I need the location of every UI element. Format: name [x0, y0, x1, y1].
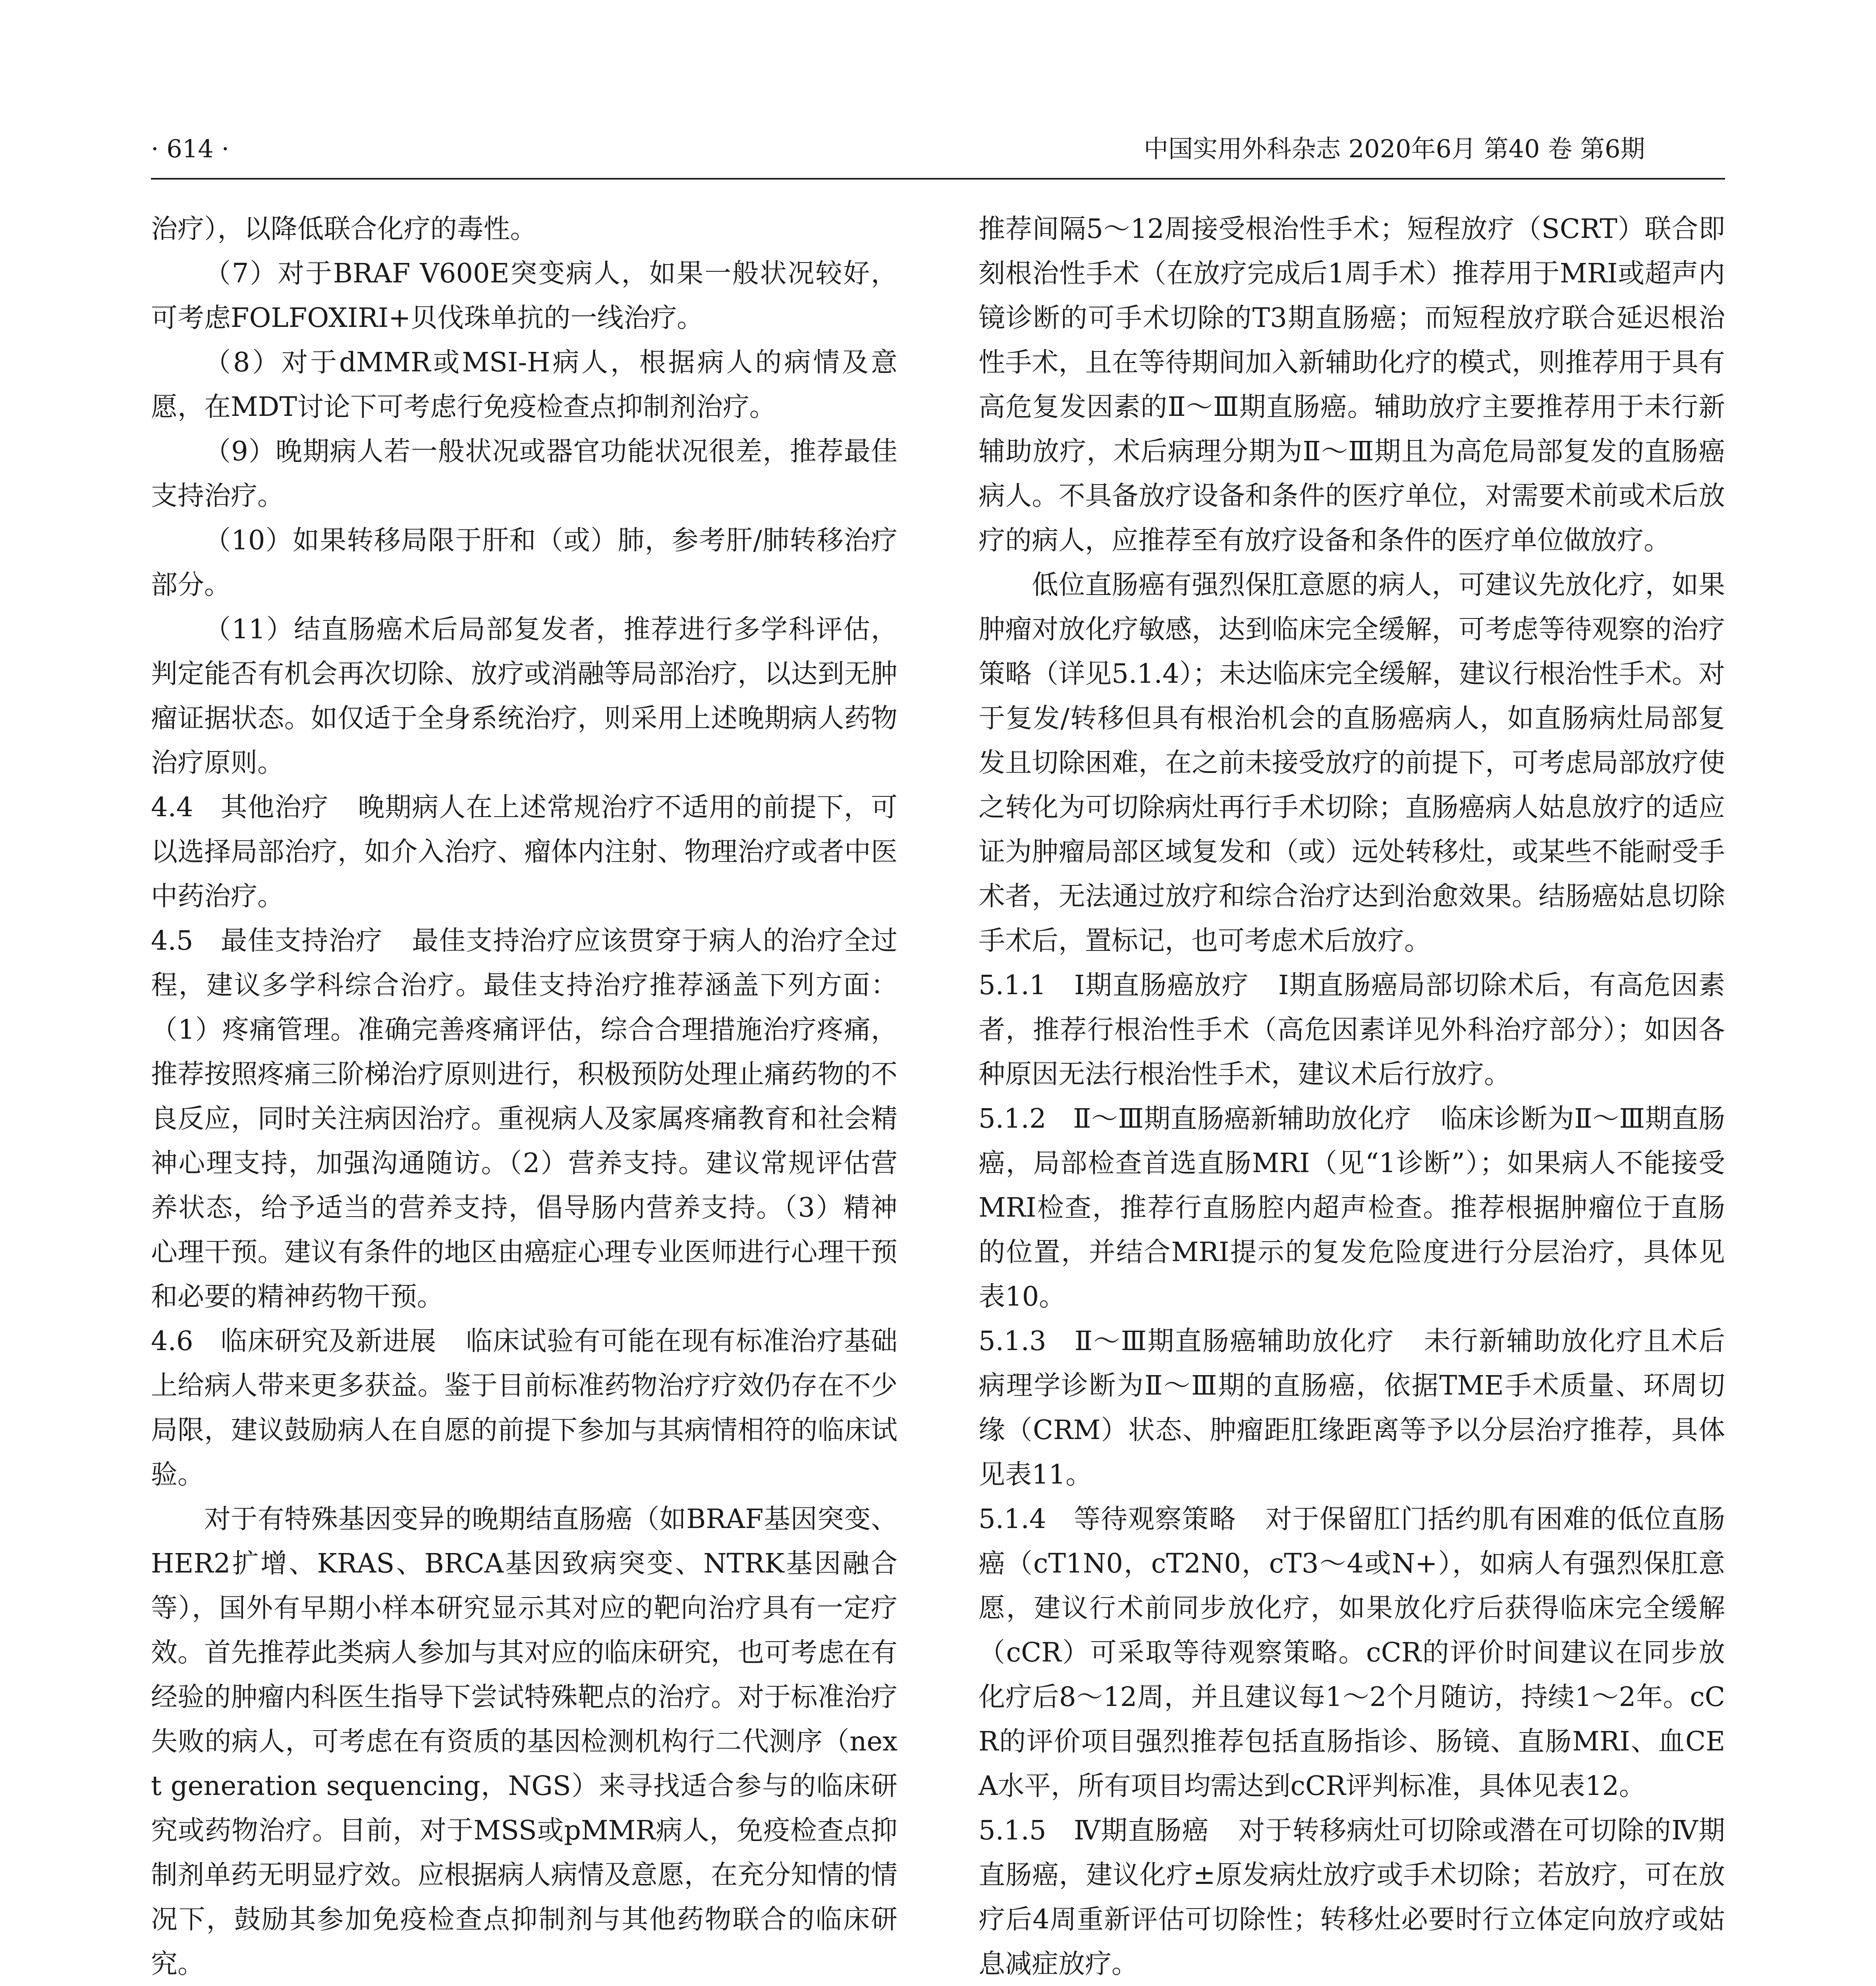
journal-header: 中国实用外科杂志 2020年6月 第40 卷 第6期 — [1144, 134, 1645, 163]
subsection-heading: 5.1.5 Ⅳ期直肠癌 — [979, 1815, 1209, 1846]
paragraph-text: 未行新辅助放化疗且术后病理学诊断为Ⅱ～Ⅲ期的直肠癌，依据TME手术质量、环周切缘（CRM）状态、肿瘤距肛缘距离等予以分层治疗推荐，具体见表11。 — [979, 1325, 1725, 1490]
paragraph: 治疗），以降低联合化疗的毒性。 — [151, 213, 537, 244]
paragraph: 对于有特殊基因变异的晚期结直肠癌（如BRAF基因突变、HER2扩增、KRAS、BRCA基因致病突变、NTRK基因融合等），国外有早期小样本研究显示其对应的靶向治疗具有一定疗效。首先推荐此类病人参加与其对应的临床研究，也可考虑在有经验的肿瘤内科医生指导下尝试特殊靶点的治疗。对于标准治疗失败的病人，可考虑在有资质的基因检测机构行二代测序（next generation sequencing，NGS）来寻找适合参与的临床研究或药物治疗。目前，对于MSS或pMMR病人，免疫检查点抑制剂单药无明显疗效。应根据病人病情及意愿，在充分知情的情况下，鼓励其参加免疫检查点抑制剂与其他药物联合的临床研究。 — [151, 1503, 897, 1979]
page-number: · 614 · — [151, 134, 230, 163]
paragraph: 推荐间隔5～12周接受根治性手术；短程放疗（SCRT）联合即刻根治性手术（在放疗完成后1周手术）推荐用于MRI或超声内镜诊断的可手术切除的T3期直肠癌；而短程放疗联合延迟根治性手术，且在等待期间加入新辅助化疗的模式，则推荐用于具有高危复发因素的Ⅱ～Ⅲ期直肠癌。辅助放疗主要推荐用于未行新辅助放疗，术后病理分期为Ⅱ～Ⅲ期且为高危局部复发的直肠癌病人。不具备放疗设备和条件的医疗单位，对需要术前或术后放疗的病人，应推荐至有放疗设备和条件的医疗单位做放疗。 — [979, 213, 1725, 556]
subsection-heading: 4.5 最佳支持治疗 — [151, 925, 383, 956]
subsection-heading: 4.4 其他治疗 — [151, 792, 329, 823]
subsection-paragraph — [979, 1096, 1725, 1319]
paragraph: 低位直肠癌有强烈保肛意愿的病人，可建议先放化疗，如果肿瘤对放化疗敏感，达到临床完全缓解，可考虑等待观察的治疗策略（详见5.1.4）；未达临床完全缓解，建议行根治性手术。对于复发/转移但具有根治机会的直肠癌病人，如直肠病灶局部复发且切除困难，在之前未接受放疗的前提下，可考虑局部放疗使之转化为可切除病灶再行手术切除；直肠癌病人姑息放疗的适应证为肿瘤局部区域复发和（或）远处转移灶，或某些不能耐受手术者，无法通过放疗和综合治疗达到治愈效果。结肠癌姑息切除手术后，置标记，也可考虑术后放疗。 — [979, 569, 1725, 956]
paragraph: （8）对于dMMR或MSI-H病人，根据病人的病情及意愿，在MDT讨论下可考虑行免疫检查点抑制剂治疗。 — [151, 347, 897, 422]
subsection-heading: 5.1.1 Ⅰ期直肠癌放疗 — [979, 970, 1249, 1001]
header-rule — [151, 178, 1725, 180]
subsection-heading: 5.1.3 Ⅱ～Ⅲ期直肠癌辅助放化疗 — [979, 1325, 1395, 1356]
subsection-heading: 4.6 临床研究及新进展 — [151, 1325, 437, 1356]
subsection-paragraph — [151, 785, 897, 918]
paragraph-text: 临床诊断为Ⅱ～Ⅲ期直肠癌，局部检查首选直肠MRI（见“1诊断”）；如果病人不能接受MRI检查，推荐行直肠腔内超声检查。推荐根据肿瘤位于直肠的位置，并结合MRI提示的复发危险度进行分层治疗，具体见表10。 — [979, 1103, 1725, 1312]
subsection-heading: 5.1.4 等待观察策略 — [979, 1503, 1236, 1534]
paragraph: （10）如果转移局限于肝和（或）肺，参考肝/肺转移治疗部分。 — [151, 525, 897, 600]
paragraph: （7）对于BRAF V600E突变病人，如果一般状况较好，可考虑FOLFOXIRI+贝伐珠单抗的一线治疗。 — [151, 258, 897, 333]
subsection-paragraph — [151, 1319, 897, 1497]
subsection-paragraph — [979, 1319, 1725, 1497]
paragraph-text: 临床试验有可能在现有标准治疗基础上给病人带来更多获益。鉴于目前标准药物治疗疗效仍存在不少局限，建议鼓励病人在自愿的前提下参加与其病情相符的临床试验。 — [151, 1325, 897, 1490]
paragraph-text: 对于保留肛门括约肌有困难的低位直肠癌（cT1N0，cT2N0，cT3～4或N+），如病人有强烈保肛意愿，建议行术前同步放化疗，如果放化疗后获得临床完全缓解（cCR）可采取等待观察策略。cCR的评价时间建议在同步放化疗后8～12周，并且建议每1～2个月随访，持续1～2年。cCR的评价项目强烈推荐包括直肠指诊、肠镜、直肠MRI、血CEA水平，所有项目均需达到cCR评判标准，具体见表12。 — [979, 1503, 1725, 1801]
paragraph-text: 对于转移病灶可切除或潜在可切除的Ⅳ期直肠癌，建议化疗±原发病灶放疗或手术切除；若放疗，可在放疗后4周重新评估可切除性；转移灶必要时行立体定向放疗或姑息减症放疗。 — [979, 1815, 1725, 1979]
left-column — [151, 207, 897, 1986]
paragraph-text: 晚期病人在上述常规治疗不适用的前提下，可以选择局部治疗，如介入治疗、瘤体内注射、物理治疗或者中医中药治疗。 — [151, 792, 897, 912]
subsection-paragraph — [151, 918, 897, 1319]
paragraph-text: Ⅰ期直肠癌局部切除术后，有高危因素者，推荐行根治性手术（高危因素详见外科治疗部分）；如因各种原因无法行根治性手术，建议术后行放疗。 — [979, 970, 1725, 1090]
subsection-paragraph — [979, 1808, 1725, 1986]
right-column — [979, 207, 1725, 1986]
paragraph: （11）结直肠癌术后局部复发者，推荐进行多学科评估，判定能否有机会再次切除、放疗或消融等局部治疗，以达到无肿瘤证据状态。如仅适于全身系统治疗，则采用上述晚期病人药物治疗原则。 — [151, 614, 897, 778]
paragraph-text: 最佳支持治疗应该贯穿于病人的治疗全过程，建议多学科综合治疗。最佳支持治疗推荐涵盖下列方面：（1）疼痛管理。准确完善疼痛评估，综合合理措施治疗疼痛，推荐按照疼痛三阶梯治疗原则进行，积极预防处理止痛药物的不良反应，同时关注病因治疗。重视病人及家属疼痛教育和社会精神心理支持，加强沟通随访。（2）营养支持。建议常规评估营养状态，给予适当的营养支持，倡导肠内营养支持。（3）精神心理干预。建议有条件的地区由癌症心理专业医师进行心理干预和必要的精神药物干预。 — [151, 925, 898, 1312]
subsection-heading: 5.1.2 Ⅱ～Ⅲ期直肠癌新辅助放化疗 — [979, 1103, 1411, 1134]
subsection-paragraph — [979, 1497, 1725, 1808]
paragraph: （9）晚期病人若一般状况或器官功能状况很差，推荐最佳支持治疗。 — [151, 436, 897, 511]
subsection-paragraph — [979, 963, 1725, 1096]
